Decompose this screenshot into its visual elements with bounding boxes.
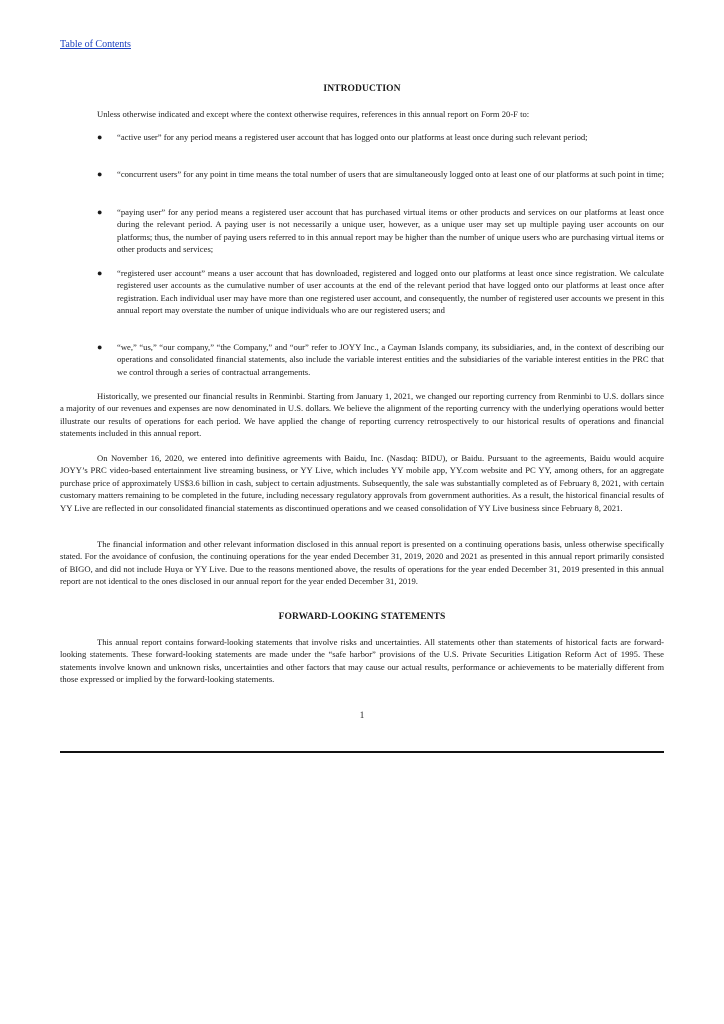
bullet-text: “concurrent users” for any point in time means the total number of users that are simultaneously logged onto at least one of our platforms at such point in time; <box>117 169 664 179</box>
bullet-icon: ● <box>97 268 103 278</box>
paragraph-reporting-currency: Historically, we presented our financial results in Renminbi. Starting from January 1, 2021, we changed our reporting currency from Renminbi to U.S. dollars since a majority of our revenues and expenses are now denominated in U.S. dollars. We believe the alignment of the reporting currency with the underlying operations would better illustrate our results of operations for each period. We have applied the change of reporting currency retrospectively to our historical results of operations and financial statements included in this annual report. <box>60 391 664 439</box>
page-number: 1 <box>359 710 365 720</box>
bullet-text: “paying user” for any period means a registered user account that has purchased virtual items or other products and services on our platforms at least once during the relevant period. A paying user is not necessarily a unique user, however, as a unique user may set up multiple paying user accounts on our platforms; thus, the number of paying users referred to in this annual report may be higher than the number of unique users who are purchasing virtual items or other products and services; <box>117 207 664 255</box>
page-divider <box>60 751 664 753</box>
bullet-icon: ● <box>97 207 103 217</box>
table-of-contents-link[interactable]: Table of Contents <box>60 39 131 50</box>
introduction-heading: INTRODUCTION <box>323 84 401 94</box>
bullet-text: “active user” for any period means a registered user account that has logged onto our platforms at least once during such relevant period; <box>117 132 588 142</box>
bullet-icon: ● <box>97 132 103 142</box>
bullet-text: “we,” “us,” “our company,” “the Company,” and “our” refer to JOYY Inc., a Cayman Islands company, its subsidiaries, and, in the context of describing our operations and consolidated financial statements, also include the variable interest entities and the subsidiaries of the variable interest entities in the PRC that we control through a series of contractual arrangements. <box>117 342 664 377</box>
bullet-text: “registered user account” means a user account that has downloaded, registered and logged onto our platforms at least once since registration. We calculate registered user accounts as the cumulative number of user accounts at the end of the relevant period that have logged onto our platforms at least once after registration. Each individual user may have more than one registered user account, and consequently, the number of registered user accounts we present in this annual report may overstate the number of unique individuals who are our registered users; and <box>117 268 664 316</box>
bullet-icon: ● <box>97 342 103 352</box>
paragraph-continuing-operations: The financial information and other relevant information disclosed in this annual report is presented on a continuing operations basis, unless otherwise specifically stated. For the avoidance of confusion, the continuing operations for the year ended December 31, 2019, 2020 and 2021 as presented in this annual report primarily consisted of BIGO, and did not include Huya or YY Live. Due to the reasons mentioned above, the results of operations for the year ended December 31, 2019 presented in this annual report are not identical to the ones disclosed in our annual report for the year ended December 31, 2019. <box>60 539 664 587</box>
paragraph-baidu-agreement: On November 16, 2020, we entered into definitive agreements with Baidu, Inc. (Nasdaq: BIDU), or Baidu. Pursuant to the agreements, Baidu would acquire JOYY’s PRC video-based entertainment live streaming business, or YY Live, which includes YY mobile app, YY.com website and PC YY, among others, for an aggregate purchase price of approximately US$3.6 billion in cash, subject to certain adjustments. Subsequently, the sale was substantially completed as of February 8, 2021, with certain customary matters remaining to be completed in the future, including necessary regulatory approvals from government authorities. As a result, the historical financial results of YY Live are reflected in our consolidated financial statements as discontinued operations and we ceased consolidation of YY Live business since February 8, 2021. <box>60 453 664 513</box>
paragraph-forward-looking: This annual report contains forward-looking statements that involve risks and uncertainties. All statements other than statements of historical facts are forward-looking statements. These forward-looking statements are made under the “safe harbor” provisions of the U.S. Private Securities Litigation Reform Act of 1995. These statements involve known and unknown risks, uncertainties and other factors that may cause our actual results, performance or achievements to be materially different from those expressed or implied by the forward-looking statements. <box>60 637 664 685</box>
bullet-icon: ● <box>97 169 103 179</box>
forward-looking-heading: FORWARD-LOOKING STATEMENTS <box>278 612 446 622</box>
introduction-lead: Unless otherwise indicated and except where the context otherwise requires, references in this annual report on Form 20-F to: <box>97 109 530 119</box>
